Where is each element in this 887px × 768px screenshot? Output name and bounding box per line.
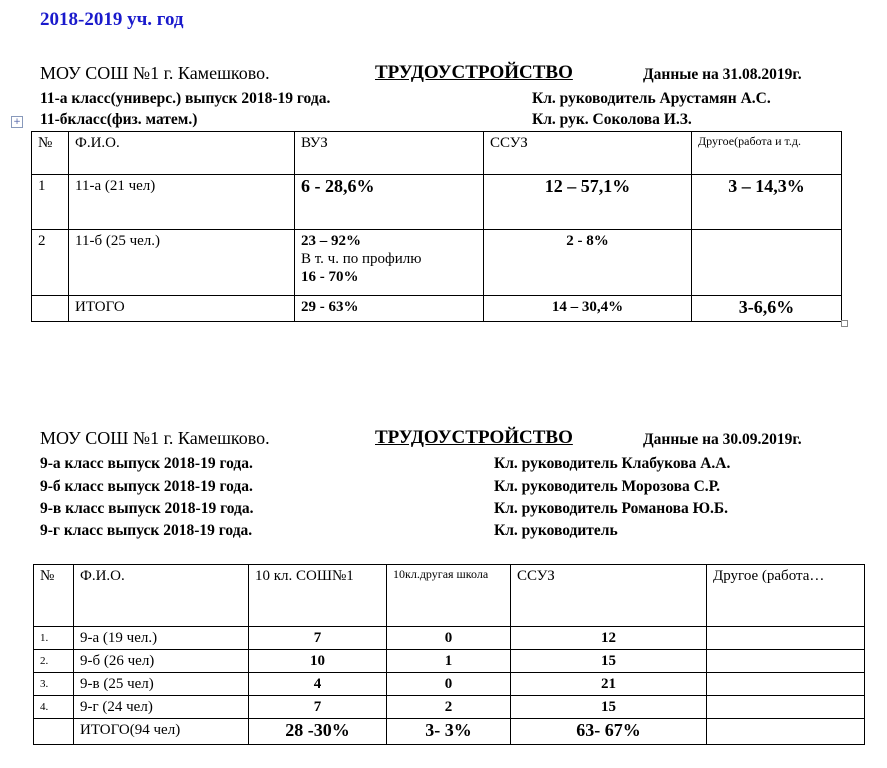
row-name: 9-а (19 чел.) — [74, 627, 249, 650]
row-number: 4. — [34, 696, 74, 719]
school1-cell: 7 — [249, 696, 387, 719]
row-name: ИТОГО — [69, 296, 295, 322]
header-cell: № — [34, 565, 74, 627]
row-name: ИТОГО(94 чел) — [74, 719, 249, 745]
row-number: 3. — [34, 673, 74, 696]
section1-class-line: 11-бкласс(физ. матем.) — [40, 111, 198, 128]
other-cell — [707, 627, 865, 650]
ssuz-cell: 2 - 8% — [484, 230, 692, 296]
section2-date-info: Данные на 30.09.2019г. — [643, 431, 802, 448]
header-cell: Другое (работа… — [707, 565, 865, 627]
other-cell — [707, 650, 865, 673]
header-cell: ССУЗ — [484, 132, 692, 175]
vuz-cell: 29 - 63% — [295, 296, 484, 322]
table-row — [34, 696, 865, 719]
table-row — [34, 650, 865, 673]
table-header-row — [34, 565, 865, 627]
other-cell — [707, 673, 865, 696]
row-number: 2 — [32, 230, 69, 296]
header-cell: ССУЗ — [511, 565, 707, 627]
school1-cell: 10 — [249, 650, 387, 673]
header-cell: ВУЗ — [295, 132, 484, 175]
other-cell: 3-6,6% — [692, 296, 842, 322]
row-number — [34, 719, 74, 745]
vuz-cell — [295, 230, 484, 296]
row-number: 2. — [34, 650, 74, 673]
other-cell — [707, 696, 865, 719]
other-school-cell: 0 — [387, 673, 511, 696]
section2-class-line: 9-а класс выпуск 2018-19 года. — [40, 455, 253, 472]
table-header-row — [32, 132, 842, 175]
ssuz-cell: 12 — [511, 627, 707, 650]
table-move-handle-icon[interactable]: + — [11, 116, 23, 128]
section2-teacher-line: Кл. руководитель — [494, 522, 618, 539]
other-cell — [707, 719, 865, 745]
table-row — [32, 230, 842, 296]
ssuz-cell: 63- 67% — [511, 719, 707, 745]
section1-class-line: 11-а класс(универс.) выпуск 2018-19 года. — [40, 90, 331, 107]
table-row — [34, 627, 865, 650]
header-cell: Ф.И.О. — [74, 565, 249, 627]
section1-date-info: Данные на 31.08.2019г. — [643, 66, 802, 83]
ssuz-cell: 15 — [511, 696, 707, 719]
school1-cell: 7 — [249, 627, 387, 650]
other-school-cell: 3- 3% — [387, 719, 511, 745]
school1-cell: 4 — [249, 673, 387, 696]
row-name: 9-в (25 чел) — [74, 673, 249, 696]
row-number — [32, 296, 69, 322]
year-heading: 2018-2019 уч. год — [40, 9, 184, 30]
other-cell: 3 – 14,3% — [692, 175, 842, 230]
ssuz-cell: 21 — [511, 673, 707, 696]
vuz-cell: 6 - 28,6% — [295, 175, 484, 230]
section2-teacher-line: Кл. руководитель Морозова С.Р. — [494, 478, 721, 495]
vuz-profile-value: 16 - 70% — [301, 269, 359, 285]
other-cell — [692, 230, 842, 296]
school1-cell: 28 -30% — [249, 719, 387, 745]
section1-org: МОУ СОШ №1 г. Камешково. — [40, 63, 270, 83]
section2-teacher-line: Кл. руководитель Клабукова А.А. — [494, 455, 731, 472]
section2-title: ТРУДОУСТРОЙСТВО — [375, 427, 573, 448]
ssuz-cell: 14 – 30,4% — [484, 296, 692, 322]
header-cell: Другое(работа и т.д. — [692, 132, 842, 175]
header-cell: 10 кл. СОШ№1 — [249, 565, 387, 627]
employment-table-grade9 — [33, 564, 865, 745]
vuz-value: 23 – 92% — [301, 233, 361, 249]
section2-class-line: 9-г класс выпуск 2018-19 года. — [40, 522, 253, 539]
other-school-cell: 1 — [387, 650, 511, 673]
row-number: 1 — [32, 175, 69, 230]
employment-table-grade11 — [31, 131, 842, 322]
other-school-cell: 0 — [387, 627, 511, 650]
section1-teacher-line: Кл. руководитель Арустамян А.С. — [532, 90, 771, 107]
section2-class-line: 9-б класс выпуск 2018-19 года. — [40, 478, 253, 495]
section1-title: ТРУДОУСТРОЙСТВО — [375, 62, 573, 83]
section2-class-line: 9-в класс выпуск 2018-19 года. — [40, 500, 254, 517]
row-number: 1. — [34, 627, 74, 650]
header-cell: Ф.И.О. — [69, 132, 295, 175]
section1-teacher-line: Кл. рук. Соколова И.З. — [532, 111, 692, 128]
header-cell: 10кл.другая школа — [387, 565, 511, 627]
table-row — [32, 175, 842, 230]
vuz-note: В т. ч. по профилю — [301, 251, 422, 267]
row-name: 11-б (25 чел.) — [69, 230, 295, 296]
ssuz-cell: 12 – 57,1% — [484, 175, 692, 230]
section2-org: МОУ СОШ №1 г. Камешково. — [40, 428, 270, 448]
other-school-cell: 2 — [387, 696, 511, 719]
row-name: 11-а (21 чел) — [69, 175, 295, 230]
table-row — [34, 673, 865, 696]
header-cell: № — [32, 132, 69, 175]
row-name: 9-б (26 чел) — [74, 650, 249, 673]
table-total-row — [32, 296, 842, 322]
table-total-row — [34, 719, 865, 745]
table-resize-handle[interactable] — [841, 320, 848, 327]
section2-teacher-line: Кл. руководитель Романова Ю.Б. — [494, 500, 729, 517]
row-name: 9-г (24 чел) — [74, 696, 249, 719]
ssuz-cell: 15 — [511, 650, 707, 673]
